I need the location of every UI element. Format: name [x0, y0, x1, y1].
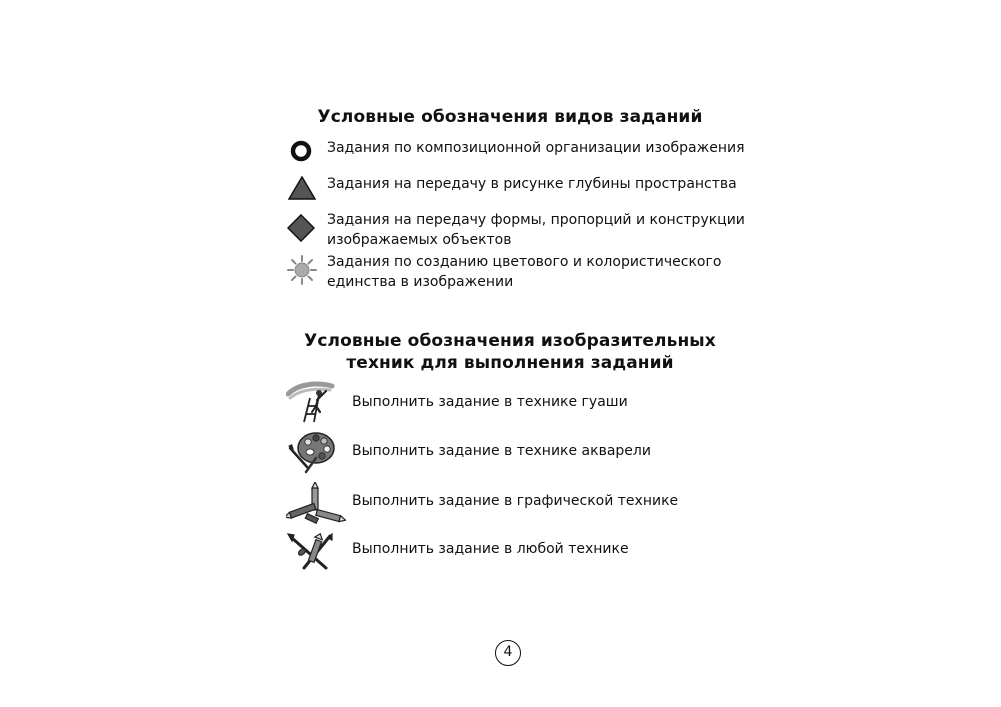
page-number: 4	[495, 640, 521, 666]
diamond-icon	[287, 214, 315, 246]
triangle-icon	[288, 176, 316, 204]
legend-item-text-line-1: Задания по созданию цветового и колористического	[327, 254, 722, 270]
crossed-brushes-icon	[286, 532, 338, 576]
technique-item-text: Выполнить задание в технике гуаши	[352, 394, 628, 410]
legend-item-text-line-1: Задания на передачу формы, пропорций и конструкции	[327, 212, 745, 228]
technique-item-text: Выполнить задание в любой технике	[352, 541, 629, 557]
palette-with-brushes-icon	[286, 428, 338, 478]
technique-item-text: Выполнить задание в технике акварели	[352, 443, 651, 459]
section-title-task-types: Условные обозначения видов заданий	[317, 107, 703, 127]
legend-item-text: Задания на передачу в рисунке глубины пространства	[327, 176, 737, 192]
ring-icon	[290, 140, 312, 166]
section-title-line-2: техник для выполнения заданий	[346, 353, 674, 373]
sun-icon	[287, 255, 317, 289]
section-title-techniques	[230, 330, 790, 374]
legend-item-text-line-2: изображаемых объектов	[327, 232, 512, 248]
section-title-line-1: Условные обозначения изобразительных	[304, 331, 716, 351]
technique-item-text: Выполнить задание в графической технике	[352, 493, 679, 509]
legend-item-text-line-2: единства в изображении	[327, 274, 514, 290]
painter-on-ladder-icon	[286, 380, 336, 428]
pencils-icon	[286, 482, 346, 528]
legend-item-text: Задания по композиционной организации изображения	[327, 140, 745, 156]
